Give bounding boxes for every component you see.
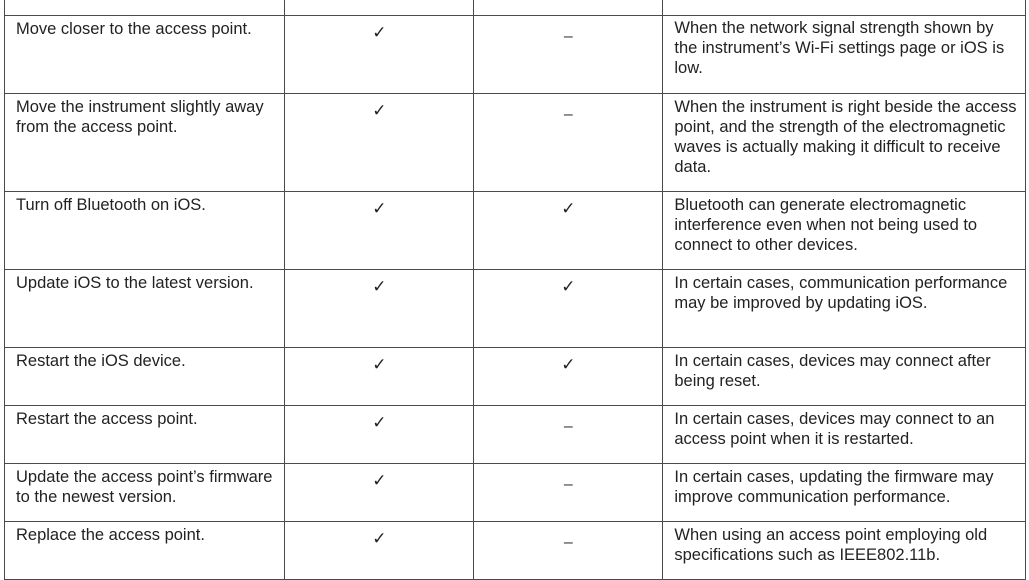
dash-icon: – [563,476,573,493]
measure-text: Turn off Bluetooth on iOS. [16,196,206,214]
dash-icon: – [563,106,573,123]
check-icon: ✓ [372,199,387,218]
table-row [5,522,1026,580]
check-cell [285,192,474,270]
check-cell [285,16,474,94]
check-cell [285,406,474,464]
note-text: In certain cases, devices may connect after being reset. [674,352,991,390]
check-cell [474,348,663,406]
measure-cell [5,16,285,94]
note-cell [663,348,1026,406]
check-cell [285,94,474,192]
measure-text: Update iOS to the latest version. [16,274,254,292]
measure-text: Restart the iOS device. [16,352,186,370]
check-icon: ✓ [372,471,387,490]
table-row [5,270,1026,348]
check-icon: ✓ [561,355,576,374]
table-row [5,192,1026,270]
header-cell [474,0,663,16]
check-icon: ✓ [561,277,576,296]
measure-text: Restart the access point. [16,410,198,428]
note-cell [663,16,1026,94]
measure-cell [5,94,285,192]
header-cell [663,0,1026,16]
note-text: Bluetooth can generate electromagnetic interference even when not being used to connect to other devices. [674,196,978,254]
check-icon: ✓ [561,199,576,218]
table-row [5,406,1026,464]
table-row [5,94,1026,192]
note-cell [663,406,1026,464]
check-icon: ✓ [372,23,387,42]
table-row [5,348,1026,406]
dash-cell [474,94,663,192]
note-text: When the network signal strength shown by the instrument’s Wi-Fi settings page or iOS is low. [674,19,1005,77]
note-text: In certain cases, communication performance may be improved by updating iOS. [674,274,1008,312]
note-cell [663,94,1026,192]
measure-cell [5,464,285,522]
measure-text: Replace the access point. [16,526,205,544]
table-row [5,16,1026,94]
note-cell [663,192,1026,270]
dash-cell [474,522,663,580]
check-icon: ✓ [372,101,387,120]
dash-icon: – [563,418,573,435]
measure-text: Move closer to the access point. [16,20,252,38]
measure-cell [5,522,285,580]
note-text: When the instrument is right beside the access point, and the strength of the electromagnetic waves is actually making it difficult to receive data. [674,98,1017,176]
check-icon: ✓ [372,355,387,374]
measure-text: Move the instrument slightly away from the access point. [16,98,264,136]
header-cell [5,0,285,16]
dash-cell [474,406,663,464]
check-cell [474,270,663,348]
check-icon: ✓ [372,529,387,548]
measure-cell [5,270,285,348]
measure-cell [5,348,285,406]
check-icon: ✓ [372,277,387,296]
troubleshooting-table [4,0,1026,580]
dash-cell [474,464,663,522]
table-row [5,464,1026,522]
measure-text: Update the access point’s firmware to the newest version. [16,468,273,506]
note-text: In certain cases, updating the firmware may improve communication performance. [674,468,994,506]
note-text: When using an access point employing old specifications such as IEEE802.11b. [674,526,988,564]
check-icon: ✓ [372,413,387,432]
dash-cell [474,16,663,94]
check-cell [285,522,474,580]
measure-cell [5,192,285,270]
check-cell [285,270,474,348]
check-cell [285,348,474,406]
note-cell [663,464,1026,522]
check-cell [285,464,474,522]
check-cell [474,192,663,270]
measure-cell [5,406,285,464]
note-cell [663,522,1026,580]
note-cell [663,270,1026,348]
dash-icon: – [563,28,573,45]
dash-icon: – [563,534,573,551]
table-header-remnant [5,0,1026,16]
header-cell [285,0,474,16]
note-text: In certain cases, devices may connect to an access point when it is restarted. [674,410,995,448]
